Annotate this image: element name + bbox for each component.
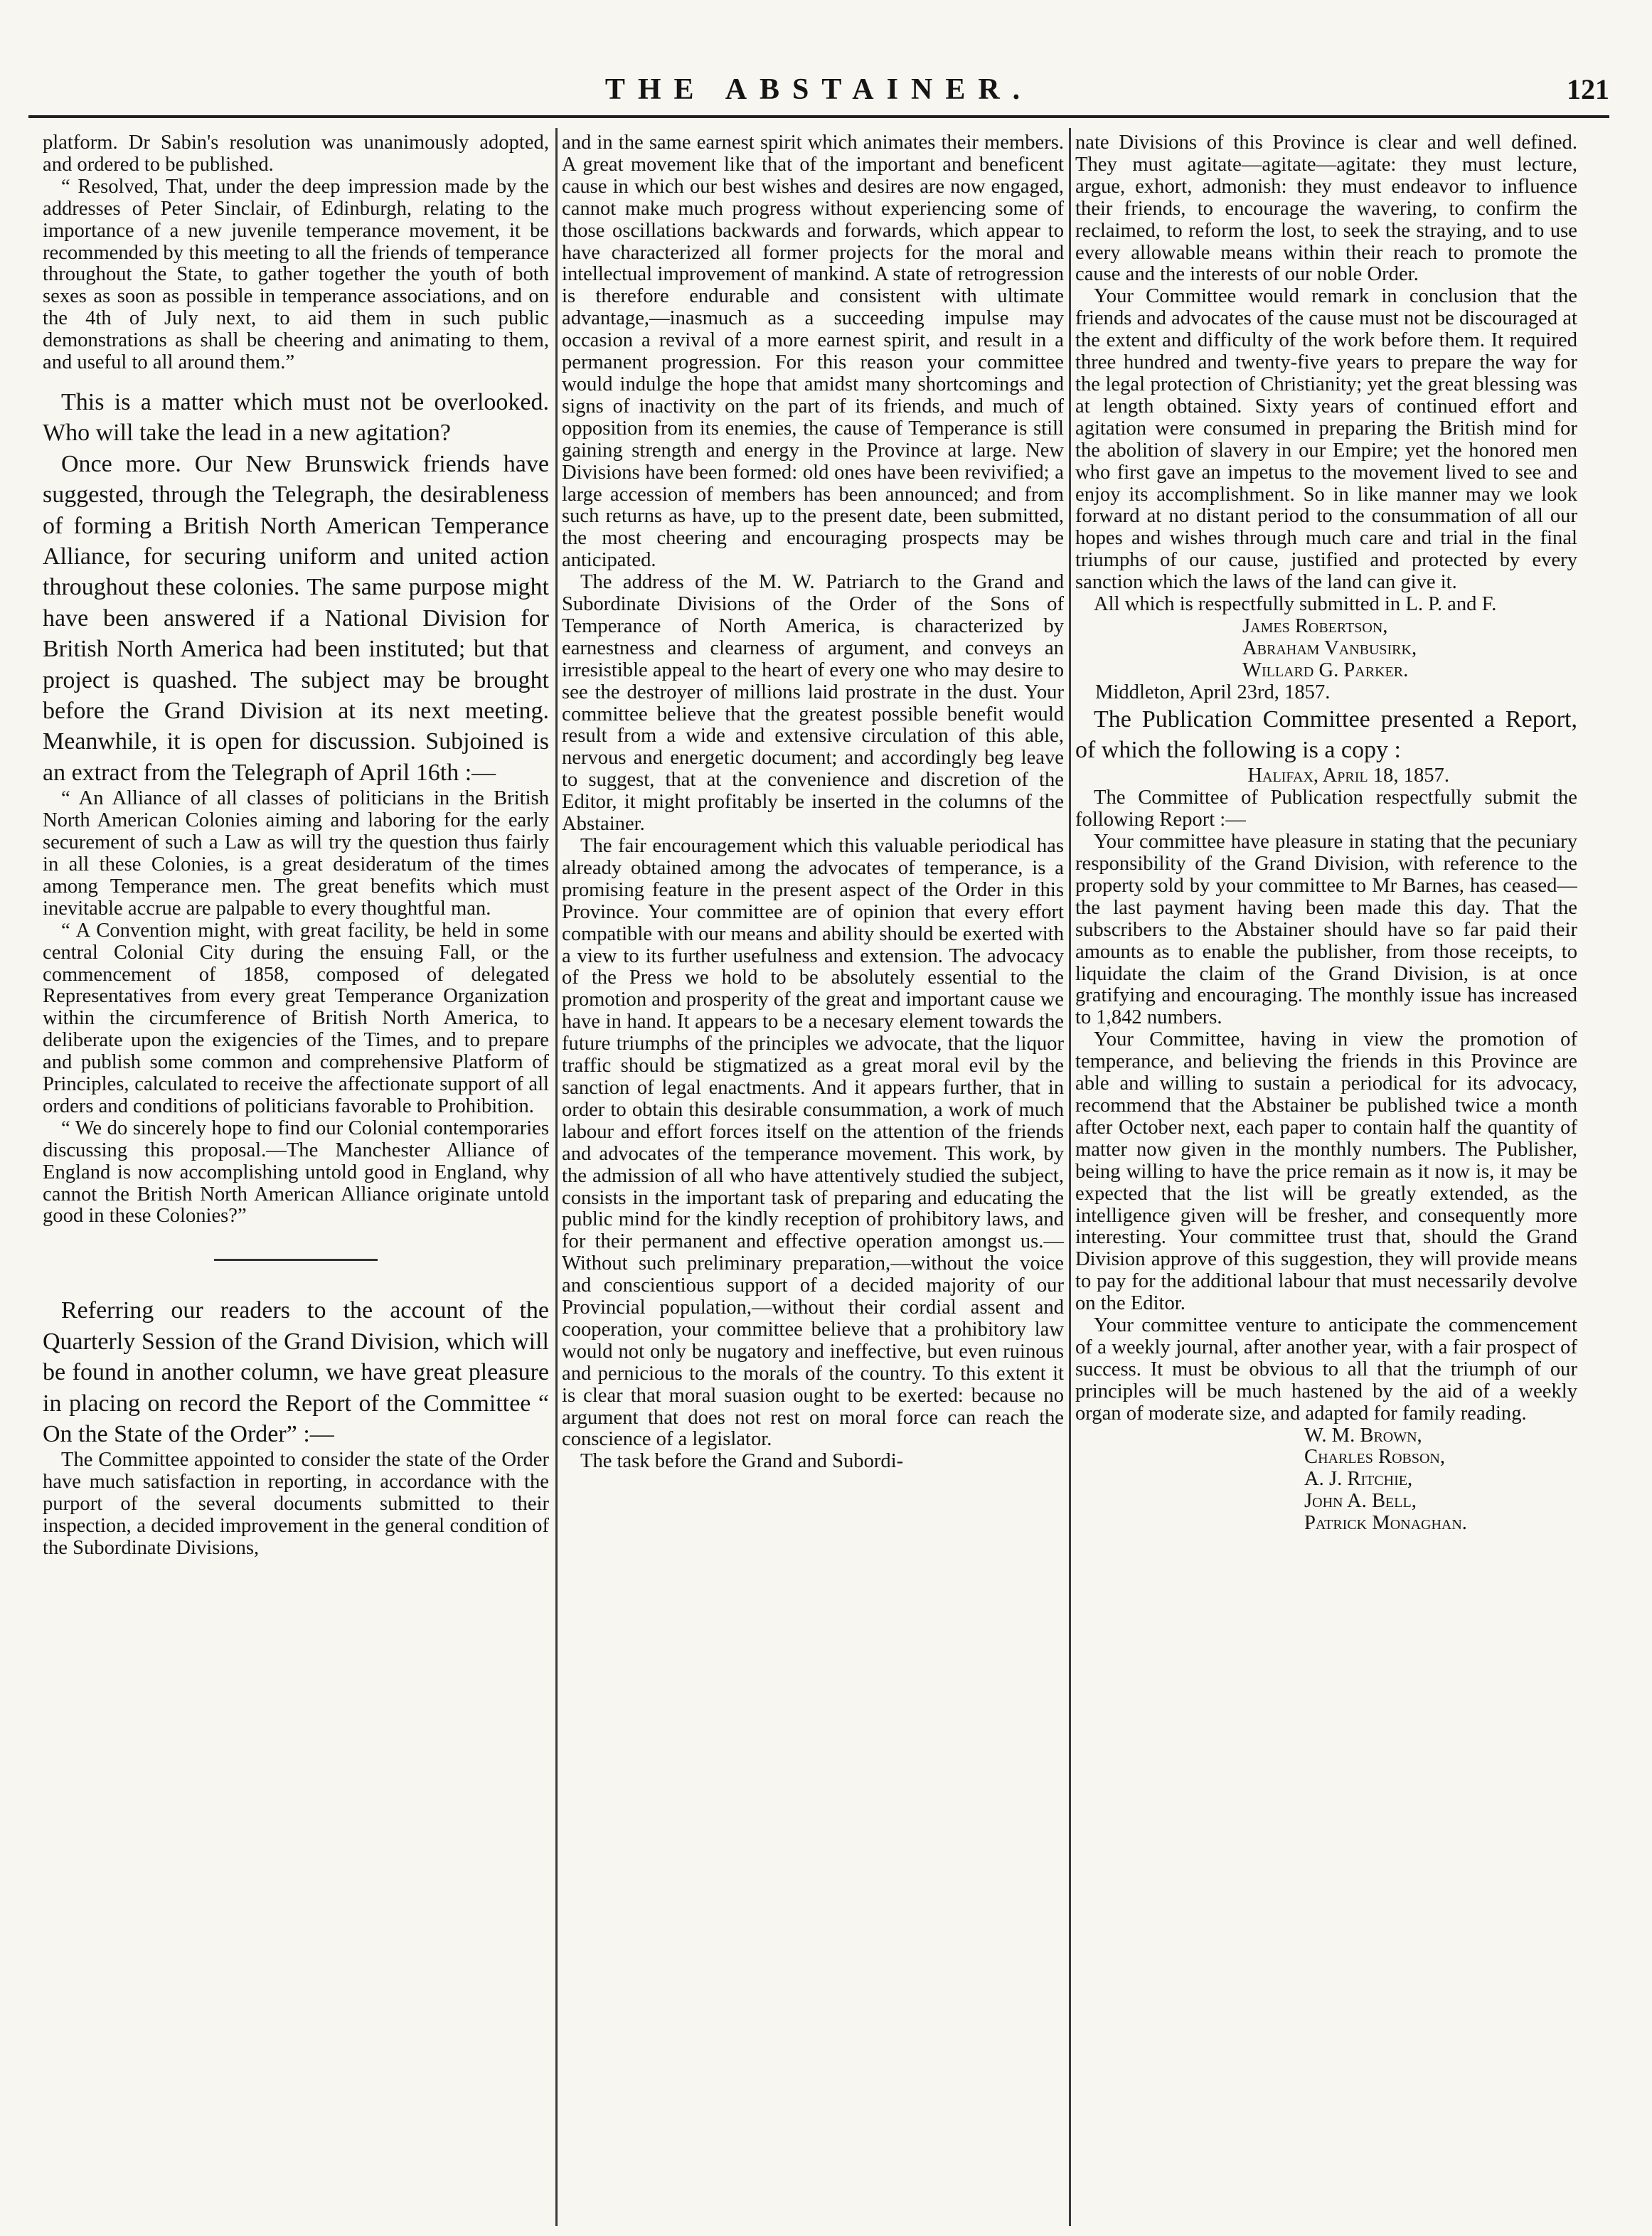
paragraph: Your Committee would remark in conclusion that the friends and advocates of the cause must not be discouraged at the extent and difficulty of the work before them. It required three hundred and twenty-five years to prepare the way for the legal protection of Christianity; yet the great blessing was at length obtained. Sixty years of continued effort and agitation were consumed in preparing the British mind for the abolition of slavery in our Empire; yet the honored men who first gave an impetus to the movement lived to see and enjoy its accomplishment. So in like manner may we look forward at no distant period to the consummation of all our hopes and wishes through much care and trial in the final triumphs of our cause, justified and protected by every sanction which the laws of the land can give it.: [1075, 285, 1577, 594]
column-divider-right: [1069, 128, 1071, 2226]
telegraph-quote: “ A Convention might, with great facility, be held in some central Colonial City during the ensuing Fall, or the commencement of 1858, composed of delegated Representatives from every great Temperance Organization within the circumference of British North America, to deliberate upon the exigencies of the Times, and to prepare and publish some common and comprehensive Platform of Principles, calculated to receive the affectionate support of all orders and conditions of politicians favorable to Prohibition.: [43, 919, 549, 1117]
signature-line: W. M. Brown,: [1304, 1424, 1422, 1447]
paragraph: All which is respectfully submitted in L. P. and F.: [1094, 593, 1497, 616]
telegraph-quote: “ An Alliance of all classes of politicians in the British North American Colonies aiming and laboring for the early securement of such a Law as will try the question thus fairly in all these Colonies, is a great desideratum of the times among Temperance men. The great benefits which must inevitable accrue are palpable to every thoughtful man.: [43, 787, 549, 920]
spacer: [43, 374, 549, 387]
column-1: [43, 132, 549, 2223]
paragraph: This is a matter which must not be overlooked. Who will take the lead in a new agitation?: [43, 388, 549, 447]
paragraph: Your committee venture to anticipate the commencement of a weekly journal, after another year, with a fair prospect of success. It must be obvious to all that the triumph of our principles will be much hastened by the aid of a weekly organ of moderate size, and adapted for family reading.: [1075, 1314, 1577, 1425]
section-divider: [214, 1259, 378, 1261]
signature-line: Abraham Vanbusirk,: [1242, 637, 1417, 659]
page-title: THE ABSTAINER.: [604, 73, 1033, 106]
column-2: [562, 132, 1064, 2223]
signature-line: John A. Bell,: [1304, 1490, 1417, 1513]
paragraph: The Committee appointed to consider the state of the Order have much satisfaction in reporting, in accordance with the purport of the several documents submitted to their inspection, a decided improvement in the general condition of the Subordinate Divisions,: [43, 1449, 549, 1560]
place-date: Halifax, April 18, 1857.: [1247, 765, 1449, 787]
paragraph: nate Divisions of this Province is clear and well defined. They must agitate—agitate—agitate: they must lecture, argue, exhort, admonish: they must endeavor to influence their friends, to encourage the wavering, to confirm the reclaimed, to reform the lost, to seek the straying, and to use every allowable means within their reach to promote the cause and the interests of our noble Order.: [1075, 132, 1577, 286]
paragraph: The Publication Committee presented a Report, of which the following is a copy :: [1075, 706, 1577, 763]
resolution-quote: “ Resolved, That, under the deep impression made by the addresses of Peter Sinclair, of Edinburgh, relating to the importance of a new juvenile temperance movement, it be recommended by this meeting to all the friends of temperance throughout the State, to gather together the youth of both sexes as soon as possible in temperance associations, and on the 4th of July next, to aid them in such public demonstrations as shall be cheering and animating to them, and useful to all around them.”: [43, 175, 549, 374]
column-3: [1075, 132, 1577, 2223]
signature-line: Patrick Monaghan.: [1304, 1512, 1467, 1535]
page-header: [28, 73, 1609, 118]
paragraph: Once more. Our New Brunswick friends have suggested, through the Telegraph, the desirableness of forming a British North American Temperance Alliance, for securing uniform and united action throughout these colonies. The same purpose might have been answered if a National Division for British North America had been instituted; but that project is quashed. The subject may be brought before the Grand Division at its next meeting. Meanwhile, it is open for discussion. Subjoined is an extract from the Telegraph of April 16th :—: [43, 450, 549, 786]
paragraph: The task before the Grand and Subordi-: [580, 1450, 904, 1473]
paragraph: The fair encouragement which this valuable periodical has already obtained among the advocates of temperance, is a promising feature in the present aspect of the Order in this Province. Your committee are of opinion that every effort compatible with our means and ability should be exerted with a view to its further usefulness and extension. The advocacy of the Press we hold to be absolutely essential to the promotion and prosperity of the great and important cause we have in hand. It appears to be a necesary element towards the future triumphs of the principles we advocate, that the liquor traffic should be stigmatized as a great moral evil by the sanction of legal enactments. And it appears further, that in order to obtain this desirable consummation, a work of much labour and effort forces itself on the attention of the friends and advocates of the temperance movement. This work, by the admission of all who have attentively studied the subject, consists in the important task of preparing and educating the public mind for the kindly reception of prohibitory laws, and for their permanent and effective operation amongst us.—Without such preliminary preparation,—without the voice and conscientious support of a decided majority of our Provincial population,—without their cordial assent and cooperation, your committee believe that a prohibitory law would not only be nugatory and ineffective, but even ruinous and pernicious to the morals of the country. To this extent it is clear that moral suasion ought to be exerted: because no argument that does not rest on moral force can reach the conscience of a legislator.: [562, 835, 1064, 1451]
paragraph: and in the same earnest spirit which animates their members. A great movement like that of the important and beneficent cause in which our best wishes and desires are now engaged, cannot make much progress without experiencing some of those oscillations backwards and forwards, which appear to have characterized all former projects for the moral and intellectual improvement of mankind. A state of retrogression is therefore endurable and consistent with ultimate advantage,—inasmuch as a succeeding impulse may occasion a revival of a more earnest spirit, and result in a permanent progression. For this reason your committee would indulge the hope that amidst many shortcomings and signs of inactivity on the part of its friends, and much of opposition from its enemies, the cause of Temperance is still gaining strength and energy in the Province at large. New Divisions have been formed: old ones have been revivified; a large accession of members has been announced; and from such returns as have, up to the present date, been submitted, the most cheering and encouraging prospects may be anticipated.: [562, 132, 1064, 572]
signature-line: A. J. Ritchie,: [1304, 1468, 1413, 1491]
paragraph: Your committee have pleasure in stating that the pecuniary responsibility of the Grand Division, with reference to the property sold by your committee to Mr Barnes, has ceased—the last payment having been made this day. That the subscribers to the Abstainer should have so far paid their amounts as to enable the publisher, from those receipts, to liquidate the claim of the Grand Division, is at once gratifying and encouraging. The monthly issue has increased to 1,842 numbers.: [1075, 831, 1577, 1029]
paragraph: Your Committee, having in view the promotion of temperance, and believing the friends in this Province are able and willing to sustain a periodical for its advocacy, recommend that the Abstainer be published twice a month after October next, each paper to contain half the quantity of matter now given in the monthly numbers. The Publisher, being willing to have the price remain as it now is, it may be expected that the list will be greatly extended, as the intelligence given will be fresher, and consequently more interesting. Your committee trust that, should the Grand Division approve of this suggestion, they will provide means to pay for the additional labour that must necessarily devolve on the Editor.: [1075, 1028, 1577, 1315]
signature-line: James Robertson,: [1242, 614, 1388, 637]
dateline: Middleton, April 23rd, 1857.: [1095, 681, 1331, 703]
paragraph: Referring our readers to the account of the Quarterly Session of the Grand Division, which will be found in another column, we have great pleasure in placing on record the Report of the Committee “ On the State of the Order” :—: [43, 1297, 549, 1447]
paragraph: The Committee of Publication respectfully submit the following Report :—: [1075, 787, 1577, 831]
paragraph: platform. Dr Sabin's resolution was unanimously adopted, and ordered to be published.: [43, 132, 549, 176]
telegraph-quote: “ We do sincerely hope to find our Colonial contemporaries discussing this proposal.—The Manchester Alliance of England is now accomplishing untold good in England, why cannot the British North American Alliance originate untold good in these Colonies?”: [43, 1117, 549, 1228]
signature-line: Willard G. Parker.: [1242, 659, 1409, 681]
page-number: 121: [1567, 73, 1609, 105]
paragraph: The address of the M. W. Patriarch to the Grand and Subordinate Divisions of the Order of the Sons of Temperance of North America, is characterized by earnestness and clearness of argument, and conveys an irresistible appeal to the heart of every one who may desire to see the destroyer of millions laid prostrate in the dust. Your committee believe that the greatest possible benefit would result from a wide and extensive circulation of this able, nervous and energetic document; and accordingly beg leave to suggest, that at the convenience and discretion of the Editor, it might profitably be inserted in the columns of the Abstainer.: [562, 571, 1064, 836]
signature-line: Charles Robson,: [1304, 1446, 1446, 1469]
column-divider-left: [555, 128, 558, 2226]
